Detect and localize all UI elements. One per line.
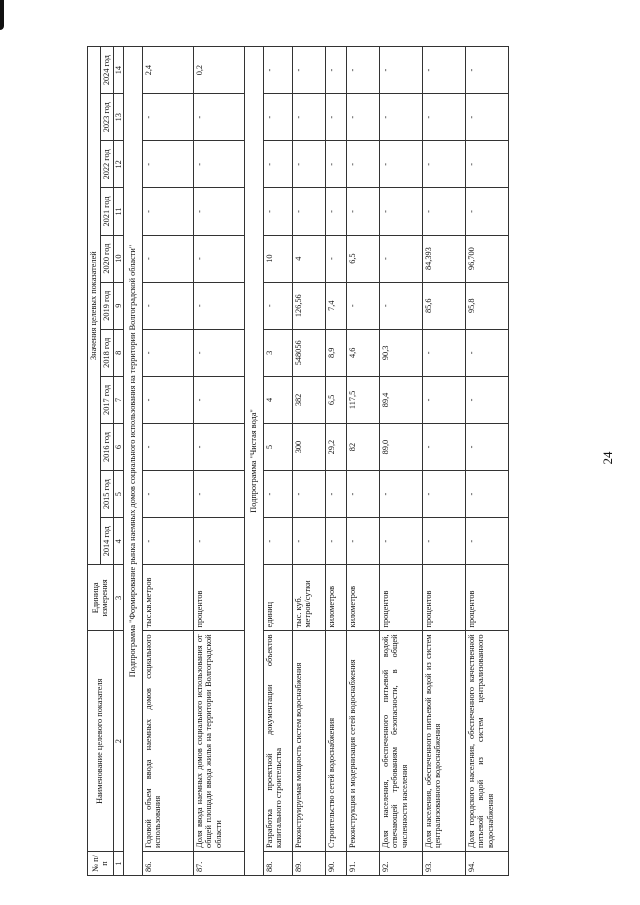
- value-cell: -: [422, 329, 465, 376]
- value-cell: -: [465, 423, 508, 470]
- indicator-name: Доля городского населения, обеспеченного качественной питьевой водой из систем централизованного водоснабжения: [465, 631, 508, 852]
- value-cell: -: [346, 141, 379, 188]
- value-cell: -: [292, 141, 325, 188]
- value-cell: -: [422, 47, 465, 94]
- value-cell: -: [142, 423, 193, 470]
- value-cell: -: [193, 376, 244, 423]
- column-number: 10: [113, 235, 123, 282]
- year-header: 2023 год: [100, 94, 113, 141]
- value-cell: 89,4: [379, 376, 422, 423]
- table-row: [379, 47, 422, 876]
- column-number: 11: [113, 188, 123, 235]
- table-row: [193, 47, 244, 876]
- value-cell: -: [193, 329, 244, 376]
- unit-cell: процентов: [193, 565, 244, 631]
- header-num: № п/п: [88, 851, 114, 875]
- year-header: 2020 год: [100, 235, 113, 282]
- value-cell: -: [263, 471, 292, 518]
- value-cell: 3: [263, 329, 292, 376]
- value-cell: 29,2: [325, 423, 346, 470]
- column-number: 2: [113, 631, 123, 852]
- row-number: 89.: [292, 851, 325, 875]
- table-row: [325, 47, 346, 876]
- table-row: [292, 47, 325, 876]
- value-cell: -: [346, 47, 379, 94]
- value-cell: -: [422, 376, 465, 423]
- table-row: [465, 47, 508, 876]
- year-header: 2019 год: [100, 282, 113, 329]
- value-cell: -: [142, 235, 193, 282]
- value-cell: 382: [292, 376, 325, 423]
- value-cell: 117,5: [346, 376, 379, 423]
- value-cell: -: [193, 94, 244, 141]
- column-number: 5: [113, 471, 123, 518]
- value-cell: -: [465, 518, 508, 565]
- value-cell: -: [379, 518, 422, 565]
- value-cell: -: [193, 423, 244, 470]
- value-cell: -: [346, 282, 379, 329]
- value-cell: 2,4: [142, 47, 193, 94]
- header-name: Наименование целевого показателя: [88, 631, 114, 852]
- column-number: 4: [113, 518, 123, 565]
- value-cell: -: [292, 471, 325, 518]
- value-cell: -: [422, 188, 465, 235]
- value-cell: -: [325, 94, 346, 141]
- year-header: 2021 год: [100, 188, 113, 235]
- value-cell: -: [465, 47, 508, 94]
- subprogram-row: [123, 47, 142, 876]
- unit-cell: процентов: [422, 565, 465, 631]
- indicator-name: Реконструкция и модернизация сетей водоснабжения: [346, 631, 379, 852]
- value-cell: -: [379, 47, 422, 94]
- indicator-name: Доля населения, обеспеченного питьевой водой, отвечающей требованиям безопасности, в общей численности населения: [379, 631, 422, 852]
- unit-cell: единиц: [263, 565, 292, 631]
- value-cell: 7,4: [325, 282, 346, 329]
- value-cell: -: [193, 188, 244, 235]
- value-cell: -: [325, 518, 346, 565]
- rotated-table-wrapper: [87, 46, 549, 876]
- column-number: 6: [113, 423, 123, 470]
- value-cell: 6,5: [325, 376, 346, 423]
- unit-cell: километров: [325, 565, 346, 631]
- value-cell: -: [325, 235, 346, 282]
- unit-cell: тыс. куб. метров/сутки: [292, 565, 325, 631]
- value-cell: 89,0: [379, 423, 422, 470]
- value-cell: -: [379, 94, 422, 141]
- subprogram-title: Подпрограмма "Чистая вода": [244, 47, 263, 876]
- page-number: 24: [600, 451, 615, 465]
- column-number: 12: [113, 141, 123, 188]
- year-header: 2014 год: [100, 518, 113, 565]
- indicator-name: Доля населения, обеспеченного питьевой водой из систем централизованного водоснабжения: [422, 631, 465, 852]
- table-body: [123, 47, 508, 876]
- value-cell: -: [142, 518, 193, 565]
- table-row: [263, 47, 292, 876]
- value-cell: 85,6: [422, 282, 465, 329]
- row-number: 86.: [142, 851, 193, 875]
- indicator-name: Реконструируемая мощность систем водоснабжения: [292, 631, 325, 852]
- value-cell: 126,56: [292, 282, 325, 329]
- year-header: 2022 год: [100, 141, 113, 188]
- value-cell: -: [465, 188, 508, 235]
- value-cell: 95,8: [465, 282, 508, 329]
- unit-cell: процентов: [465, 565, 508, 631]
- value-cell: -: [379, 282, 422, 329]
- value-cell: -: [292, 518, 325, 565]
- value-cell: -: [193, 282, 244, 329]
- value-cell: -: [193, 235, 244, 282]
- value-cell: 4: [263, 376, 292, 423]
- value-cell: -: [142, 141, 193, 188]
- row-number: 94.: [465, 851, 508, 875]
- value-cell: 5: [263, 423, 292, 470]
- value-cell: 8,9: [325, 329, 346, 376]
- value-cell: 90,3: [379, 329, 422, 376]
- column-number: 14: [113, 47, 123, 94]
- row-number: 90.: [325, 851, 346, 875]
- value-cell: -: [346, 188, 379, 235]
- value-cell: -: [422, 141, 465, 188]
- value-cell: -: [325, 471, 346, 518]
- value-cell: 4,6: [346, 329, 379, 376]
- value-cell: -: [379, 141, 422, 188]
- indicators-table: [87, 46, 509, 876]
- value-cell: -: [325, 47, 346, 94]
- value-cell: 10: [263, 235, 292, 282]
- value-cell: -: [142, 282, 193, 329]
- column-number: 8: [113, 329, 123, 376]
- indicator-name: Доля ввода наемных домов социального использования от общей площади ввода жилья на территории Волгоградской области: [193, 631, 244, 852]
- value-cell: -: [263, 141, 292, 188]
- value-cell: -: [325, 188, 346, 235]
- value-cell: -: [292, 47, 325, 94]
- value-cell: -: [465, 94, 508, 141]
- value-cell: -: [465, 141, 508, 188]
- value-cell: -: [142, 471, 193, 518]
- value-cell: -: [465, 329, 508, 376]
- indicator-name: Строительство сетей водоснабжения: [325, 631, 346, 852]
- value-cell: -: [422, 518, 465, 565]
- unit-cell: процентов: [379, 565, 422, 631]
- value-cell: -: [379, 471, 422, 518]
- value-cell: -: [142, 188, 193, 235]
- value-cell: 96,700: [465, 235, 508, 282]
- value-cell: -: [465, 376, 508, 423]
- value-cell: -: [379, 188, 422, 235]
- value-cell: -: [263, 518, 292, 565]
- table-row: [142, 47, 193, 876]
- value-cell: -: [193, 471, 244, 518]
- value-cell: -: [379, 235, 422, 282]
- value-cell: -: [263, 188, 292, 235]
- column-number: 7: [113, 376, 123, 423]
- column-number: 13: [113, 94, 123, 141]
- row-number: 88.: [263, 851, 292, 875]
- value-cell: 84,393: [422, 235, 465, 282]
- table-row: [346, 47, 379, 876]
- indicator-name: Разработка проектной документации объектов капитального строительства: [263, 631, 292, 852]
- value-cell: -: [325, 141, 346, 188]
- value-cell: -: [142, 329, 193, 376]
- unit-cell: километров: [346, 565, 379, 631]
- value-cell: -: [465, 471, 508, 518]
- table-row: [422, 47, 465, 876]
- value-cell: -: [346, 94, 379, 141]
- value-cell: 0,2: [193, 47, 244, 94]
- year-header: 2018 год: [100, 329, 113, 376]
- indicator-name: Годовой объем ввода наемных домов социального использования: [142, 631, 193, 852]
- value-cell: -: [263, 94, 292, 141]
- subprogram-row: [244, 47, 263, 876]
- value-cell: -: [263, 282, 292, 329]
- value-cell: -: [346, 518, 379, 565]
- value-cell: -: [292, 94, 325, 141]
- value-cell: 6,5: [346, 235, 379, 282]
- column-number: 1: [113, 851, 123, 875]
- value-cell: -: [346, 471, 379, 518]
- year-header: 2015 год: [100, 471, 113, 518]
- value-cell: -: [422, 94, 465, 141]
- binder-edge-mark: [0, 0, 4, 30]
- row-number: 91.: [346, 851, 379, 875]
- unit-cell: тыс.кв.метров: [142, 565, 193, 631]
- value-cell: -: [292, 188, 325, 235]
- value-cell: -: [422, 471, 465, 518]
- column-number: 3: [113, 565, 123, 631]
- value-cell: 4: [292, 235, 325, 282]
- row-number: 87.: [193, 851, 244, 875]
- value-cell: -: [142, 376, 193, 423]
- value-cell: 548056: [292, 329, 325, 376]
- value-cell: -: [263, 47, 292, 94]
- header-unit: Единица измерения: [88, 565, 114, 631]
- subprogram-title: Подпрограмма "Формирование рынка наемных домов социального использования на территории Волгоградской области": [123, 47, 142, 876]
- year-header: 2017 год: [100, 376, 113, 423]
- value-cell: -: [193, 518, 244, 565]
- value-cell: 300: [292, 423, 325, 470]
- year-header: 2024 год: [100, 47, 113, 94]
- header-values: Значения целевых показателей: [88, 47, 101, 565]
- value-cell: -: [422, 423, 465, 470]
- value-cell: -: [193, 141, 244, 188]
- value-cell: 82: [346, 423, 379, 470]
- row-number: 92.: [379, 851, 422, 875]
- row-number: 93.: [422, 851, 465, 875]
- value-cell: -: [142, 94, 193, 141]
- year-header: 2016 год: [100, 423, 113, 470]
- column-number: 9: [113, 282, 123, 329]
- column-number-row: [113, 47, 123, 876]
